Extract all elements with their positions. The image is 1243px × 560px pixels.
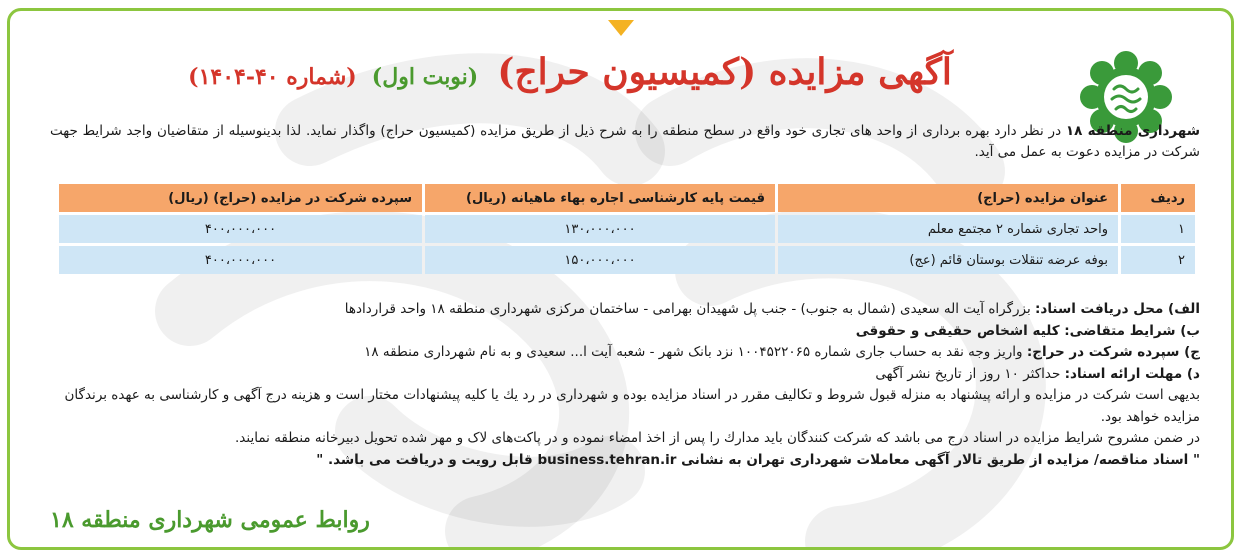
detail-a (50, 299, 1200, 321)
header-idx: ردیف (1121, 184, 1195, 212)
header-price: قیمت پایه کارشناسی اجاره بهاء ماهیانه (ریال) (425, 184, 775, 212)
detail-b (50, 321, 1200, 343)
detail-d-text: حداکثر ۱۰ روز از تاریخ نشر آگهی (875, 365, 1065, 382)
top-notch-icon (608, 20, 634, 36)
intro-lead: شهرداری منطقه ۱۸ (1065, 123, 1200, 139)
title-main: آگهی مزایده (کمیسیون حراج) (497, 51, 952, 93)
detail-para-2: در ضمن مشروح شرایط مزایده در اسناد درج می باشد که شرکت کنندگان باید مدارك را پس از اخذ امضاء نموده و در پاکت‌های لاک و مهر شده تحویل دبیرخانه منطقه نمایند. (235, 430, 1200, 446)
intro-text: در نظر دارد بهره برداری از واحد های تجاری خود واقع در سطح منطقه را به شرح ذیل از طریق مزایده (کمیسیون حراج) واگذار نماید. لذا بدینوسیله از متقاضیان واجد شرایط جهت شرکت در مزایده دعوت به عمل می آید. (50, 123, 1200, 160)
row-deposit: ۴۰۰،۰۰۰،۰۰۰ (59, 246, 422, 274)
row-title: بوفه عرضه تنقلات بوستان قائم (عج) (778, 246, 1118, 274)
detail-b-label: ب) شرایط متقاضی: کلیه اشخاص حقیقی و حقوقی (855, 322, 1200, 339)
row-price: ۱۳۰،۰۰۰،۰۰۰ (425, 215, 775, 243)
detail-para-1: بدیهی است شرکت در مزایده و ارائه پیشنهاد به منزله قبول شروط و تکالیف مقرر در اسناد مزایده بوده و شهرداری در رد یك یا کلیه پیشنهادات مختار است و هزینه درج آگهی و کارشناسی به عهده برندگان مزایده خواهد بود. (64, 387, 1200, 425)
intro-paragraph (50, 121, 1200, 163)
notice-frame (7, 8, 1234, 550)
row-idx: ۲ (1121, 246, 1195, 274)
row-deposit: ۴۰۰،۰۰۰،۰۰۰ (59, 215, 422, 243)
table-row (59, 215, 1195, 243)
header-title: عنوان مزایده (حراج) (778, 184, 1118, 212)
details-section (50, 299, 1200, 471)
detail-c-label: ج) سپرده شرکت در حراج: (1026, 344, 1200, 360)
detail-c (50, 342, 1200, 364)
detail-para-3 (50, 450, 1200, 472)
detail-a-text: بزرگراه آیت اله سعیدی (شمال به جنوب) - جنب پل شهیدان بهرامی - ساختمان مرکزی شهرداری منطقه ۱۸ واحد قراردادها (344, 301, 1036, 317)
signature-public-relations: روابط عمومی شهرداری منطقه ۱۸ (50, 507, 370, 533)
title-round: (نوبت اول) (371, 64, 479, 90)
detail-a-label: الف) محل دریافت اسناد: (1035, 301, 1200, 317)
row-price: ۱۵۰،۰۰۰،۰۰۰ (425, 246, 775, 274)
notice-title (160, 51, 980, 113)
row-idx: ۱ (1121, 215, 1195, 243)
row-title: واحد تجاری شماره ۲ مجتمع معلم (778, 215, 1118, 243)
auction-table (56, 181, 1198, 277)
detail-para-3-text: " اسناد مناقصه/ مزایده از طریق تالار آگهی معاملات شهرداری تهران به نشانی business.tehran.ir قابل رویت و دریافت می باشد. " (316, 451, 1200, 468)
table-row (59, 246, 1195, 274)
detail-d (50, 364, 1200, 386)
detail-c-text: واریز وجه نقد به حساب جاری شماره ۱۰۰۴۵۲۲۰۶۵ نزد بانک شهر - شعبه آیت ا... سعیدی و به نام شهرداری منطقه ۱۸ (364, 344, 1027, 360)
detail-d-label: د) مهلت ارائه اسناد: (1064, 365, 1200, 382)
table-header-row (59, 184, 1195, 212)
title-number: (شماره ۴۰-۱۴۰۴) (188, 64, 357, 90)
header-deposit: سپرده شرکت در مزایده (حراج) (ریال) (59, 184, 422, 212)
